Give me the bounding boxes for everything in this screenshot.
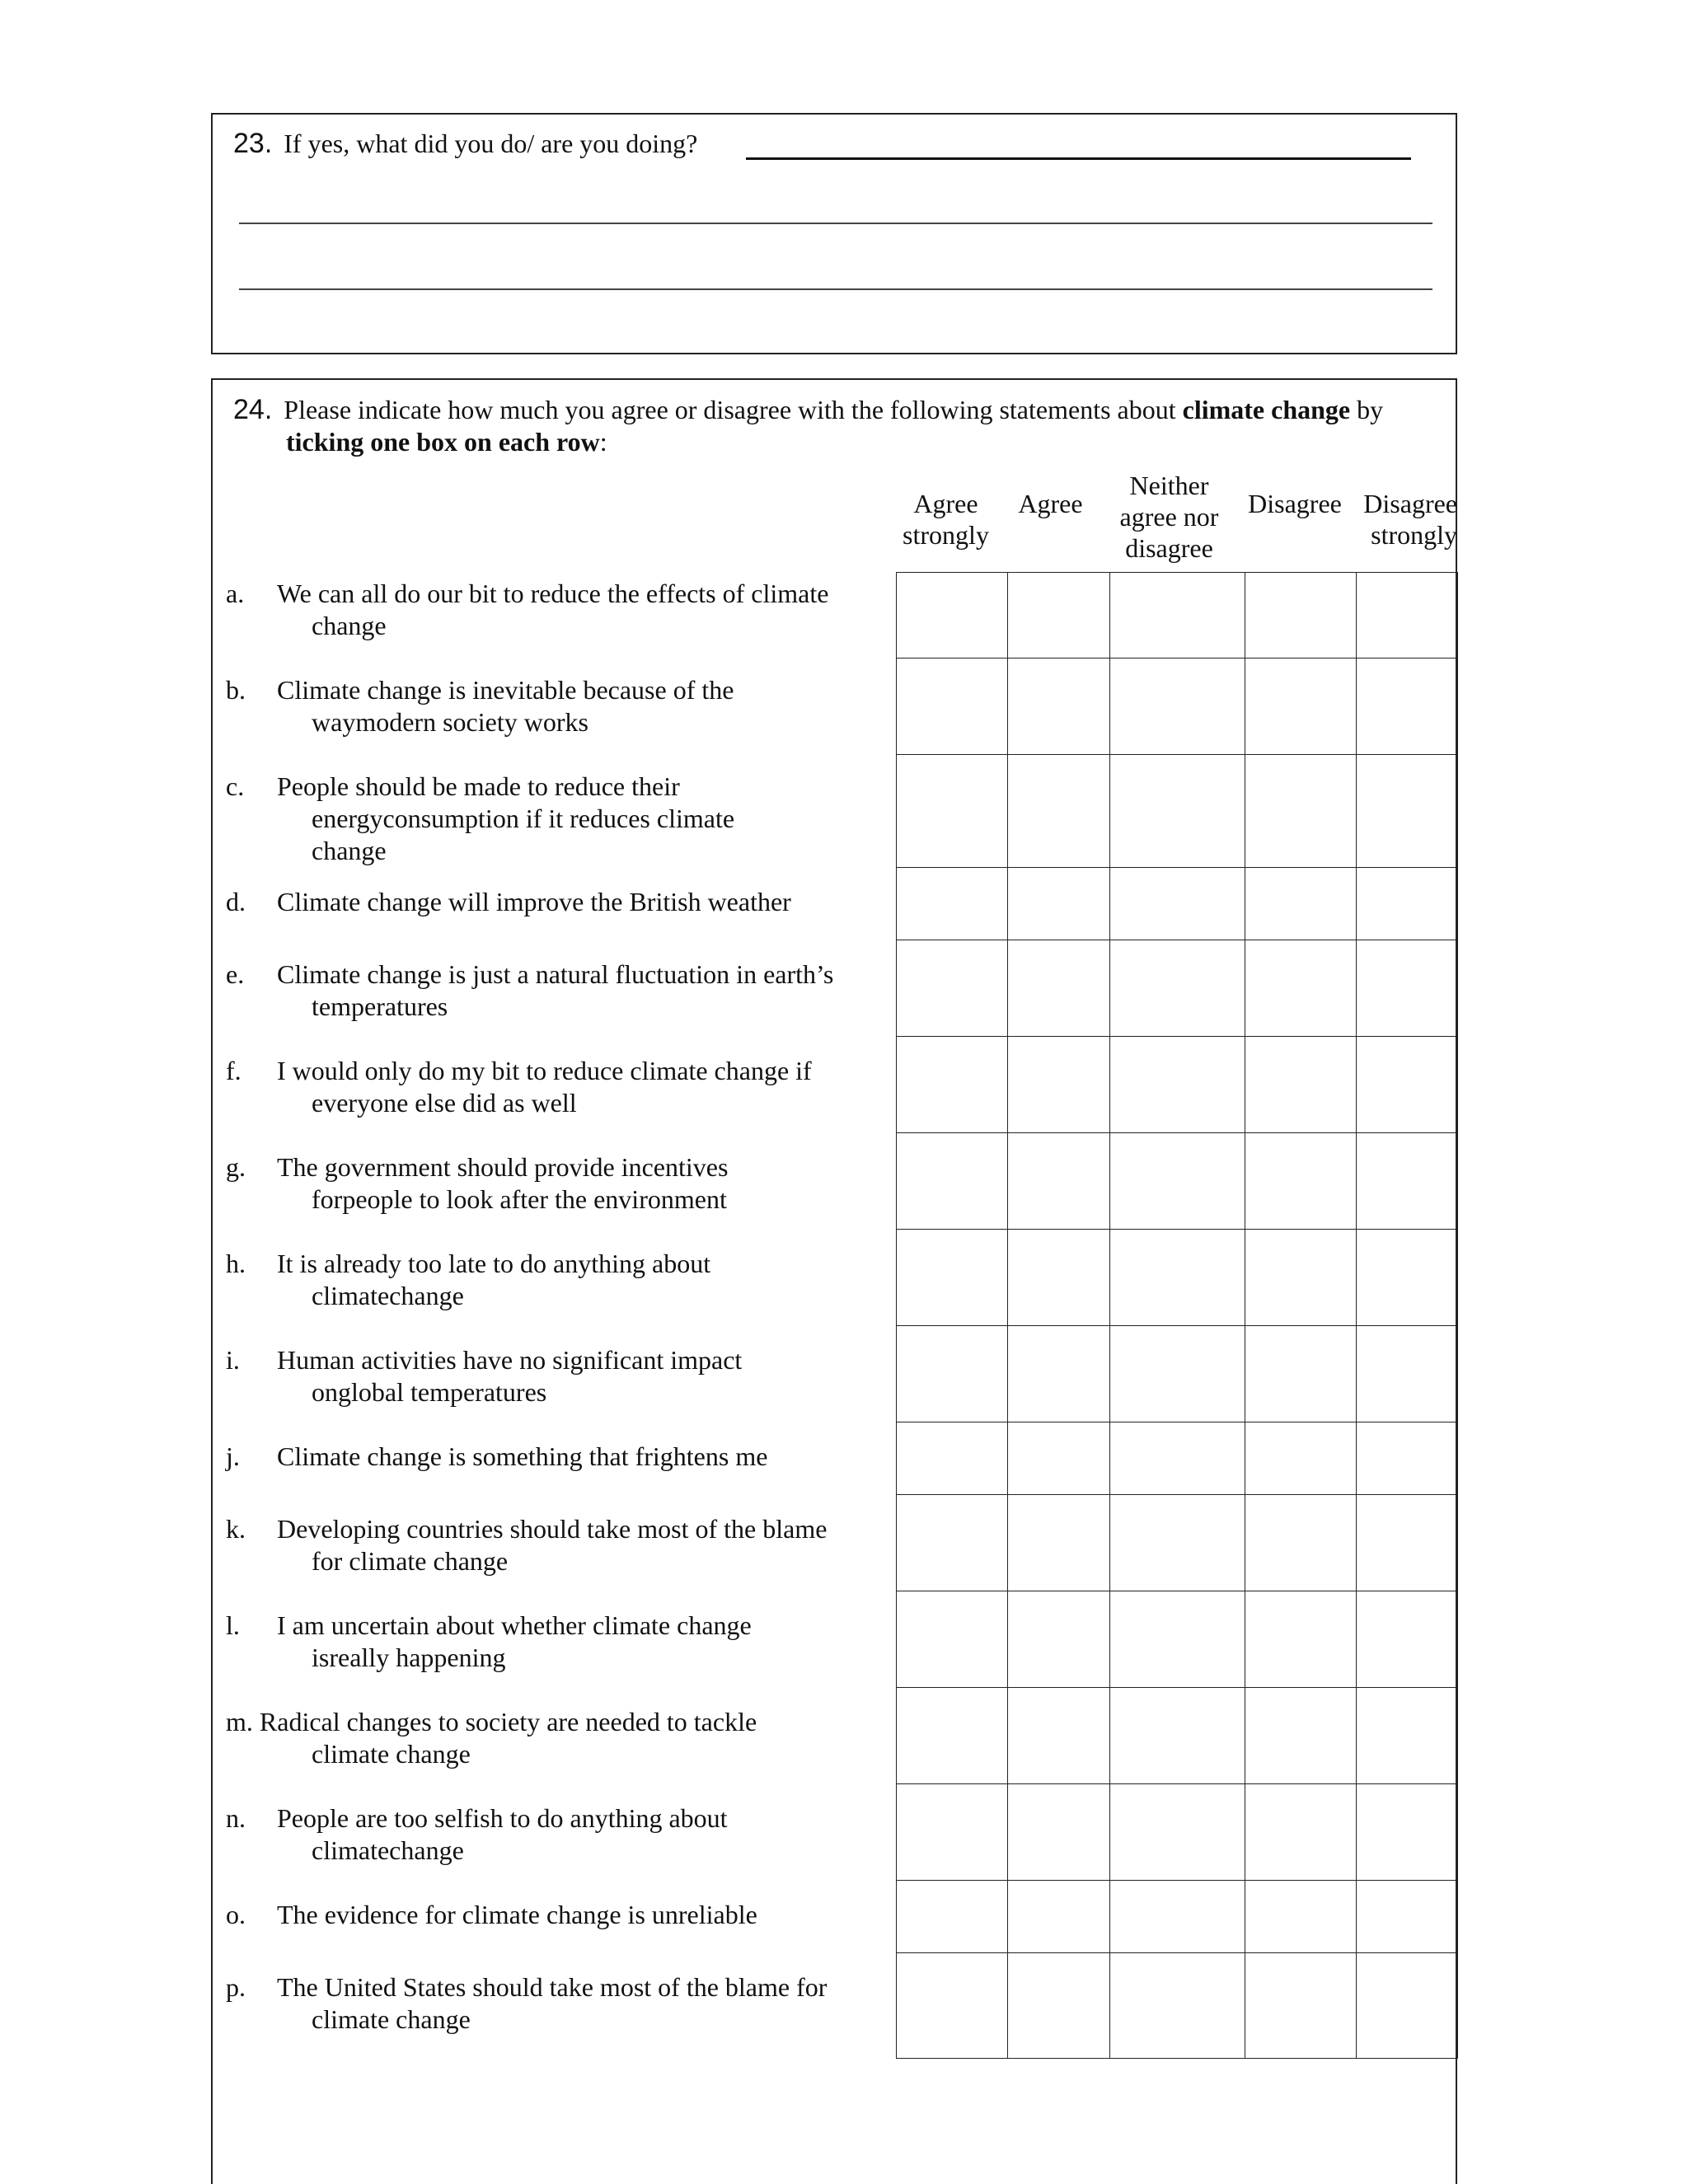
tick-box-d-disagree[interactable] bbox=[1245, 867, 1357, 940]
statement-line: climatechange bbox=[312, 1281, 464, 1310]
question-23-number: 23. bbox=[233, 128, 273, 159]
tick-box-f-agree[interactable] bbox=[1007, 1036, 1110, 1133]
tick-box-l-neither[interactable] bbox=[1109, 1591, 1245, 1688]
tick-box-a-disagree[interactable] bbox=[1245, 572, 1357, 658]
header-line: Agree bbox=[1018, 489, 1083, 518]
tick-box-c-disagree-strongly[interactable] bbox=[1356, 754, 1458, 868]
header-line: strongly bbox=[1371, 520, 1457, 550]
statement-letter: g. bbox=[226, 1152, 246, 1182]
tick-box-p-agree-strongly[interactable] bbox=[896, 1952, 1008, 2059]
tick-box-a-agree[interactable] bbox=[1007, 572, 1110, 658]
tick-box-p-agree[interactable] bbox=[1007, 1952, 1110, 2059]
column-header-neither bbox=[1101, 470, 1237, 564]
answer-line-1[interactable] bbox=[746, 157, 1411, 160]
tick-box-j-disagree[interactable] bbox=[1245, 1422, 1357, 1495]
statement-line: Climate change will improve the British weather bbox=[277, 887, 791, 916]
statement-letter: e. bbox=[226, 959, 245, 989]
tick-box-f-disagree[interactable] bbox=[1245, 1036, 1357, 1133]
statement-line: for climate change bbox=[312, 1546, 509, 1576]
tick-box-c-agree[interactable] bbox=[1007, 754, 1110, 868]
statement-letter: j. bbox=[226, 1441, 240, 1471]
statement-line: waymodern society works bbox=[312, 707, 588, 737]
tick-box-l-agree[interactable] bbox=[1007, 1591, 1110, 1688]
question-24-instruction bbox=[286, 426, 607, 458]
statement-line: The government should provide incentives bbox=[277, 1152, 729, 1182]
column-header-disagree bbox=[1243, 488, 1347, 519]
question-23-text: If yes, what did you do/ are you doing? bbox=[284, 129, 698, 158]
statement-line: People are too selfish to do anything about bbox=[277, 1803, 728, 1833]
statement-line: forpeople to look after the environment bbox=[312, 1184, 727, 1214]
statement-line: The United States should take most of the blame for bbox=[277, 1972, 828, 2002]
column-header-agree-strongly bbox=[890, 488, 1001, 551]
statement-line: It is already too late to do anything about bbox=[277, 1249, 711, 1278]
tick-box-h-disagree[interactable] bbox=[1245, 1229, 1357, 1326]
tick-box-g-neither[interactable] bbox=[1109, 1132, 1245, 1230]
statement-line: isreally happening bbox=[312, 1643, 506, 1672]
intro-bold-ticking: ticking one box on each row bbox=[286, 427, 600, 457]
statement-line: temperatures bbox=[312, 991, 448, 1021]
tick-box-c-disagree[interactable] bbox=[1245, 754, 1357, 868]
tick-box-d-neither[interactable] bbox=[1109, 867, 1245, 940]
tick-box-b-disagree-strongly[interactable] bbox=[1356, 658, 1458, 755]
tick-box-p-disagree-strongly[interactable] bbox=[1356, 1952, 1458, 2059]
tick-box-m-neither[interactable] bbox=[1109, 1687, 1245, 1784]
tick-box-b-agree-strongly[interactable] bbox=[896, 658, 1008, 755]
tick-box-a-neither[interactable] bbox=[1109, 572, 1245, 658]
statement-letter: b. bbox=[226, 675, 246, 705]
tick-box-i-disagree-strongly[interactable] bbox=[1356, 1325, 1458, 1422]
statement-line: Climate change is something that frightens me bbox=[277, 1441, 768, 1471]
tick-box-f-agree-strongly[interactable] bbox=[896, 1036, 1008, 1133]
header-line: strongly bbox=[903, 520, 989, 550]
statement-letter: m. bbox=[226, 1707, 253, 1736]
tick-box-d-disagree-strongly[interactable] bbox=[1356, 867, 1458, 940]
statement-line bbox=[226, 1706, 757, 1737]
statement-line: Climate change is just a natural fluctuation in earth’s bbox=[277, 959, 834, 989]
tick-box-g-agree-strongly[interactable] bbox=[896, 1132, 1008, 1230]
tick-box-h-agree[interactable] bbox=[1007, 1229, 1110, 1326]
tick-box-f-disagree-strongly[interactable] bbox=[1356, 1036, 1458, 1133]
statement-line: I would only do my bit to reduce climate change if bbox=[277, 1056, 812, 1085]
question-23-prompt bbox=[233, 128, 697, 160]
statement-line: everyone else did as well bbox=[312, 1088, 577, 1118]
tick-box-n-disagree-strongly[interactable] bbox=[1356, 1783, 1458, 1881]
tick-box-h-neither[interactable] bbox=[1109, 1229, 1245, 1326]
statement-letter: k. bbox=[226, 1514, 246, 1544]
tick-box-n-agree-strongly[interactable] bbox=[896, 1783, 1008, 1881]
statement-line: People should be made to reduce their bbox=[277, 771, 680, 801]
tick-box-n-neither[interactable] bbox=[1109, 1783, 1245, 1881]
tick-box-g-disagree-strongly[interactable] bbox=[1356, 1132, 1458, 1230]
statement-line: climatechange bbox=[312, 1835, 464, 1865]
intro-text-1: Please indicate how much you agree or disagree with the following statements about bbox=[284, 395, 1176, 424]
answer-line-3[interactable] bbox=[239, 288, 1432, 290]
tick-box-e-disagree-strongly[interactable] bbox=[1356, 940, 1458, 1037]
tick-box-g-disagree[interactable] bbox=[1245, 1132, 1357, 1230]
tick-box-e-disagree[interactable] bbox=[1245, 940, 1357, 1037]
tick-box-e-neither[interactable] bbox=[1109, 940, 1245, 1037]
tick-box-j-agree[interactable] bbox=[1007, 1422, 1110, 1495]
tick-box-j-disagree-strongly[interactable] bbox=[1356, 1422, 1458, 1495]
statement-letter: l. bbox=[226, 1610, 240, 1640]
tick-box-p-disagree[interactable] bbox=[1245, 1952, 1357, 2059]
header-line: agree nor bbox=[1119, 502, 1219, 532]
tick-box-o-disagree[interactable] bbox=[1245, 1880, 1357, 1953]
tick-box-o-agree[interactable] bbox=[1007, 1880, 1110, 1953]
tick-box-i-agree[interactable] bbox=[1007, 1325, 1110, 1422]
statement-letter: f. bbox=[226, 1056, 241, 1085]
statement-line: We can all do our bit to reduce the effects of climate bbox=[277, 579, 829, 608]
statement-line: climate change bbox=[312, 1739, 471, 1769]
tick-box-i-neither[interactable] bbox=[1109, 1325, 1245, 1422]
column-header-agree bbox=[999, 488, 1102, 519]
header-line: disagree bbox=[1125, 533, 1213, 563]
question-24-number: 24. bbox=[233, 394, 273, 425]
tick-box-h-agree-strongly[interactable] bbox=[896, 1229, 1008, 1326]
statement-letter: n. bbox=[226, 1803, 246, 1833]
tick-box-o-disagree-strongly[interactable] bbox=[1356, 1880, 1458, 1953]
tick-box-d-agree[interactable] bbox=[1007, 867, 1110, 940]
tick-box-k-neither[interactable] bbox=[1109, 1494, 1245, 1591]
tick-box-l-agree-strongly[interactable] bbox=[896, 1591, 1008, 1688]
tick-box-m-agree[interactable] bbox=[1007, 1687, 1110, 1784]
header-line: Disagree bbox=[1248, 489, 1342, 518]
tick-box-b-neither[interactable] bbox=[1109, 658, 1245, 755]
tick-box-k-disagree-strongly[interactable] bbox=[1356, 1494, 1458, 1591]
tick-box-l-disagree-strongly[interactable] bbox=[1356, 1591, 1458, 1688]
statement-line: change bbox=[312, 836, 387, 865]
tick-box-o-neither[interactable] bbox=[1109, 1880, 1245, 1953]
tick-box-c-neither[interactable] bbox=[1109, 754, 1245, 868]
tick-box-j-agree-strongly[interactable] bbox=[896, 1422, 1008, 1495]
statement-letter: a. bbox=[226, 579, 245, 608]
tick-box-n-agree[interactable] bbox=[1007, 1783, 1110, 1881]
header-line: Agree bbox=[913, 489, 978, 518]
tick-box-g-agree[interactable] bbox=[1007, 1132, 1110, 1230]
statement-line: onglobal temperatures bbox=[312, 1377, 547, 1407]
tick-box-a-disagree-strongly[interactable] bbox=[1356, 572, 1458, 658]
tick-box-n-disagree[interactable] bbox=[1245, 1783, 1357, 1881]
statement-line: Human activities have no significant impact bbox=[277, 1345, 743, 1375]
intro-colon: : bbox=[599, 427, 607, 457]
tick-box-a-agree-strongly[interactable] bbox=[896, 572, 1008, 658]
statement-line: change bbox=[312, 611, 387, 640]
tick-box-k-disagree[interactable] bbox=[1245, 1494, 1357, 1591]
tick-box-i-agree-strongly[interactable] bbox=[896, 1325, 1008, 1422]
intro-text-2: by bbox=[1357, 395, 1384, 424]
statement-letter: d. bbox=[226, 887, 246, 916]
tick-box-m-agree-strongly[interactable] bbox=[896, 1687, 1008, 1784]
header-line: Disagree bbox=[1363, 489, 1457, 518]
tick-box-c-agree-strongly[interactable] bbox=[896, 754, 1008, 868]
statement-letter: h. bbox=[226, 1249, 246, 1278]
statement-letter: i. bbox=[226, 1345, 240, 1375]
column-header-disagree-strongly bbox=[1345, 488, 1457, 551]
tick-box-p-neither[interactable] bbox=[1109, 1952, 1245, 2059]
tick-box-d-agree-strongly[interactable] bbox=[896, 867, 1008, 940]
intro-bold-climate-change: climate change bbox=[1182, 395, 1351, 424]
header-line: Neither bbox=[1129, 471, 1209, 500]
tick-box-m-disagree[interactable] bbox=[1245, 1687, 1357, 1784]
statement-line: energyconsumption if it reduces climate bbox=[312, 804, 735, 833]
tick-box-e-agree[interactable] bbox=[1007, 940, 1110, 1037]
response-grid bbox=[896, 572, 1457, 2058]
statement-letter: c. bbox=[226, 771, 245, 801]
tick-box-b-disagree[interactable] bbox=[1245, 658, 1357, 755]
tick-box-k-agree-strongly[interactable] bbox=[896, 1494, 1008, 1591]
statement-text: Radical changes to society are needed to tackle bbox=[259, 1707, 757, 1736]
tick-box-o-agree-strongly[interactable] bbox=[896, 1880, 1008, 1953]
tick-box-f-neither[interactable] bbox=[1109, 1036, 1245, 1133]
tick-box-m-disagree-strongly[interactable] bbox=[1356, 1687, 1458, 1784]
tick-box-b-agree[interactable] bbox=[1007, 658, 1110, 755]
tick-box-h-disagree-strongly[interactable] bbox=[1356, 1229, 1458, 1326]
statement-letter: p. bbox=[226, 1972, 246, 2002]
tick-box-j-neither[interactable] bbox=[1109, 1422, 1245, 1495]
statement-letter: o. bbox=[226, 1900, 246, 1929]
tick-box-e-agree-strongly[interactable] bbox=[896, 940, 1008, 1037]
tick-box-l-disagree[interactable] bbox=[1245, 1591, 1357, 1688]
tick-box-k-agree[interactable] bbox=[1007, 1494, 1110, 1591]
statement-line: The evidence for climate change is unreliable bbox=[277, 1900, 757, 1929]
tick-box-i-disagree[interactable] bbox=[1245, 1325, 1357, 1422]
statement-line: Developing countries should take most of the blame bbox=[277, 1514, 828, 1544]
question-24-intro bbox=[233, 394, 1383, 426]
statement-line: climate change bbox=[312, 2004, 471, 2034]
statement-line: I am uncertain about whether climate change bbox=[277, 1610, 752, 1640]
answer-line-2[interactable] bbox=[239, 223, 1432, 224]
statement-line: Climate change is inevitable because of the bbox=[277, 675, 734, 705]
